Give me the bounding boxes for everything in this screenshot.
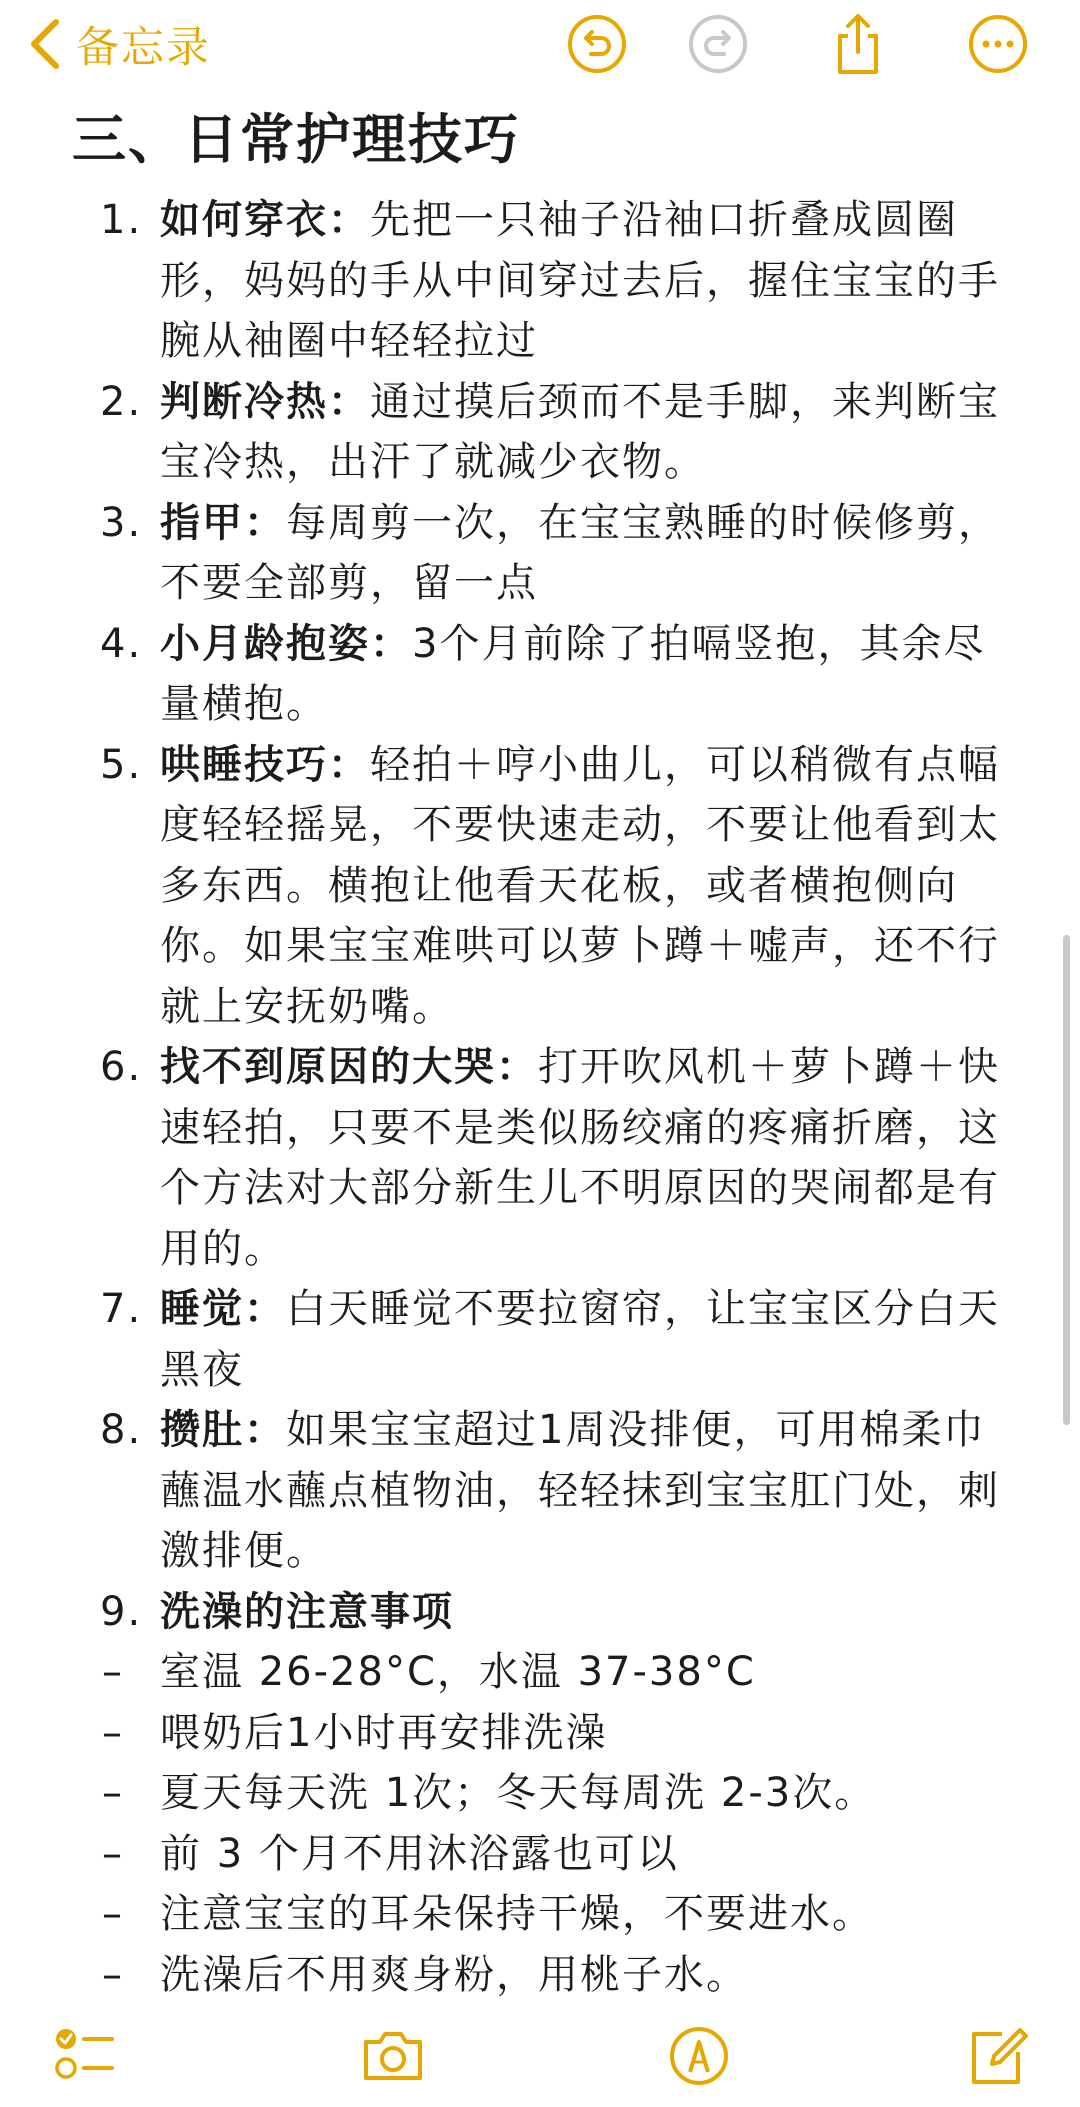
bullet-item xyxy=(0,1763,1080,1824)
item-text: 白天睡觉不要拉窗帘，让宝宝区分白天黑夜 xyxy=(160,1286,1000,1393)
item-text: 每周剪一次，在宝宝熟睡的时候修剪，不要全部剪，留一点 xyxy=(160,499,1000,606)
item-text: 轻拍＋哼小曲儿，可以稍微有点幅度轻轻摇晃，不要快速走动，不要让他看到太多东西。横抱让他看天花板，或者横抱侧向你。如果宝宝难哄可以萝卜蹲＋嘘声，还不行就上安抚奶嘴。 xyxy=(160,741,1000,1030)
bullet-text: 前 3 个月不用沐浴露也可以 xyxy=(160,1830,679,1877)
item-number: 6. xyxy=(100,1044,143,1090)
share-icon xyxy=(826,12,890,76)
item-number: 2. xyxy=(100,378,143,425)
item-text: 通过摸后颈而不是手脚，来判断宝宝冷热，出汗了就减少衣物。 xyxy=(160,378,1000,485)
dash-marker: – xyxy=(102,1709,124,1756)
list-item xyxy=(0,1037,1080,1279)
markup-pen-icon xyxy=(664,2020,734,2090)
compose-button[interactable] xyxy=(962,2020,1032,2090)
item-heading: 小月龄抱姿： xyxy=(160,620,412,667)
item-heading: 睡觉： xyxy=(160,1286,286,1332)
section-title: 三、日常护理技巧 xyxy=(72,108,520,171)
more-button[interactable] xyxy=(966,12,1030,76)
chevron-left-icon xyxy=(28,18,62,70)
item-heading: 攒肚： xyxy=(160,1407,286,1453)
item-heading: 洗澡的注意事项 xyxy=(160,1588,454,1635)
list-item xyxy=(0,614,1080,735)
item-heading: 指甲： xyxy=(160,499,286,546)
item-number: 3. xyxy=(100,499,143,546)
item-text: 打开吹风机＋萝卜蹲＋快速轻拍，只要不是类似肠绞痛的疼痛折磨，这个方法对大部分新生儿不明原因的哭闹都是有用的。 xyxy=(160,1044,1000,1272)
bullet-item xyxy=(0,1884,1080,1945)
undo-button[interactable] xyxy=(565,12,629,76)
bullet-text: 喂奶后1小时再安排洗澡 xyxy=(160,1709,608,1756)
bullet-text: 夏天每天洗 1次；冬天每周洗 2-3次。 xyxy=(160,1770,877,1816)
item-heading: 如何穿衣： xyxy=(160,197,370,243)
share-button[interactable] xyxy=(826,12,890,76)
back-label: 备忘录 xyxy=(76,22,211,73)
list-item xyxy=(0,493,1080,614)
camera-button[interactable] xyxy=(358,2020,428,2090)
list-item xyxy=(0,1582,1080,1643)
item-number: 7. xyxy=(100,1286,143,1332)
item-text: 3个月前除了拍嗝竖抱，其余尽量横抱。 xyxy=(160,620,986,727)
list-item xyxy=(0,190,1080,372)
more-icon xyxy=(966,12,1030,76)
item-heading: 哄睡技巧： xyxy=(160,741,370,788)
dash-marker: – xyxy=(102,1951,124,1998)
item-number: 4. xyxy=(100,620,143,667)
redo-icon xyxy=(686,12,750,76)
tips-list xyxy=(0,190,1080,2005)
item-number: 9. xyxy=(100,1588,143,1635)
bullet-text: 注意宝宝的耳朵保持干燥，不要进水。 xyxy=(160,1891,874,1937)
vertical-scrollbar[interactable] xyxy=(1063,935,1070,1425)
list-item xyxy=(0,735,1080,1038)
item-number: 1. xyxy=(100,197,143,243)
item-text: 先把一只袖子沿袖口折叠成圆圈形，妈妈的手从中间穿过去后，握住宝宝的手腕从袖圈中轻轻拉过 xyxy=(160,197,1000,364)
item-number: 8. xyxy=(100,1407,143,1453)
checklist-button[interactable] xyxy=(50,2020,120,2090)
top-navigation-bar xyxy=(0,0,1080,90)
checklist-icon xyxy=(50,2020,120,2090)
bullet-item xyxy=(0,1642,1080,1703)
markup-button[interactable] xyxy=(664,2020,734,2090)
bullet-text: 洗澡后不用爽身粉，用桃子水。 xyxy=(160,1951,748,1998)
item-text: 如果宝宝超过1周没排便，可用棉柔巾蘸温水蘸点植物油，轻轻抹到宝宝肛门处，刺激排便。 xyxy=(160,1407,1000,1574)
item-number: 5. xyxy=(100,741,143,788)
item-heading: 判断冷热： xyxy=(160,378,370,425)
bottom-toolbar xyxy=(0,2020,1080,2107)
back-button[interactable] xyxy=(28,12,211,76)
bullet-text: 室温 26-28°C，水温 37-38°C xyxy=(160,1649,756,1695)
dash-marker: – xyxy=(102,1891,124,1937)
bullet-item xyxy=(0,1703,1080,1764)
list-item xyxy=(0,372,1080,493)
dash-marker: – xyxy=(102,1649,124,1695)
dash-marker: – xyxy=(102,1830,124,1877)
undo-icon xyxy=(565,12,629,76)
camera-icon xyxy=(358,2020,428,2090)
bullet-item xyxy=(0,1824,1080,1885)
bullet-item xyxy=(0,1945,1080,2006)
compose-icon xyxy=(962,2020,1032,2090)
dash-marker: – xyxy=(102,1770,124,1816)
item-heading: 找不到原因的大哭： xyxy=(160,1044,538,1090)
list-item xyxy=(0,1279,1080,1400)
list-item xyxy=(0,1400,1080,1582)
redo-button[interactable] xyxy=(686,12,750,76)
